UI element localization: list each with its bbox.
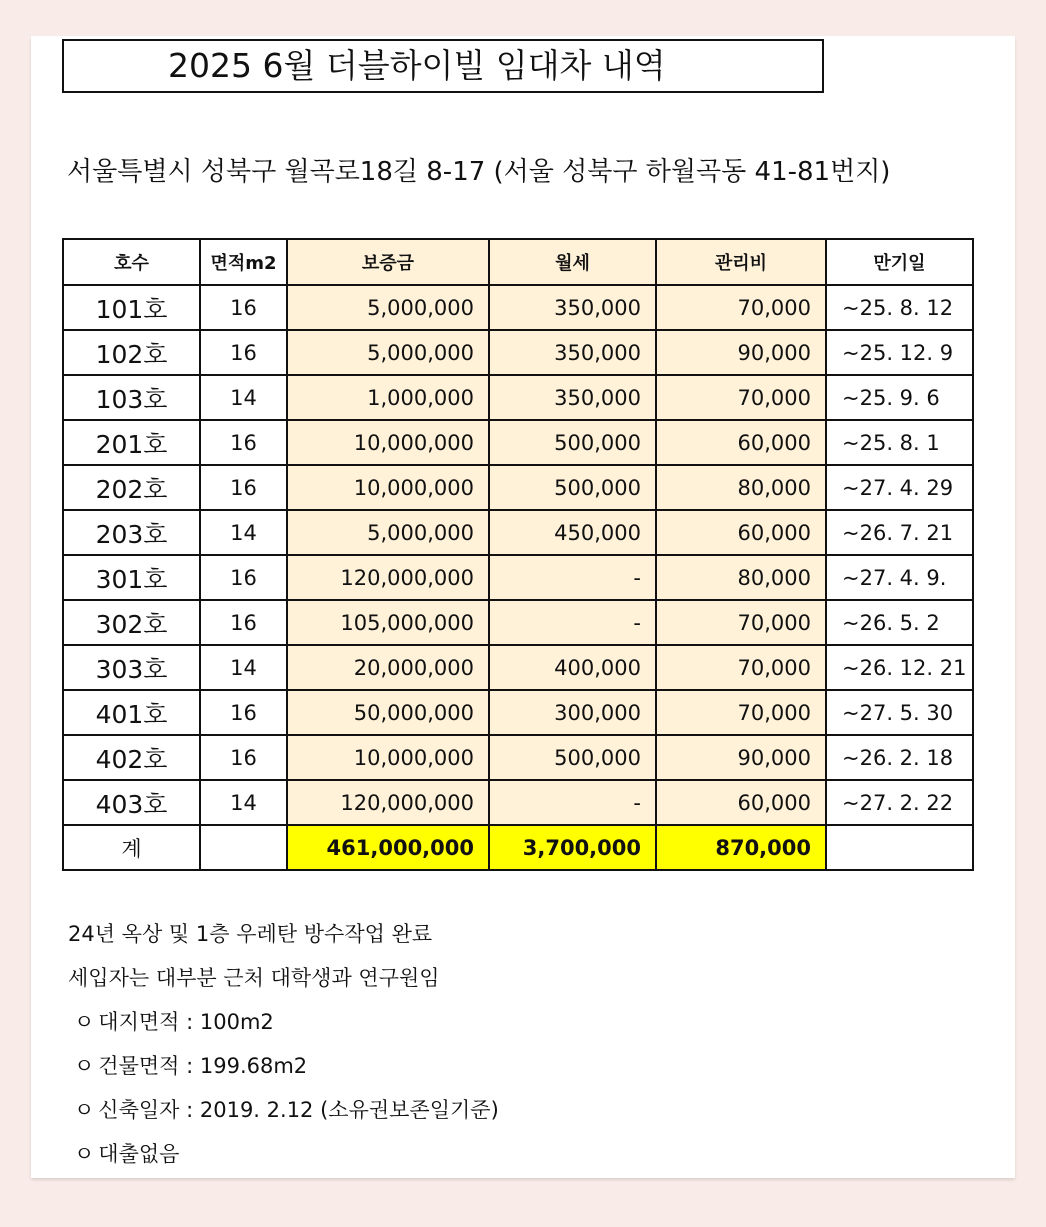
cell-unit: 203호 — [63, 510, 200, 555]
cell-rent: 400,000 — [489, 645, 656, 690]
cell-expiry: ~27. 5. 30 — [826, 690, 973, 735]
cell-area: 16 — [200, 600, 287, 645]
cell-unit: 201호 — [63, 420, 200, 465]
cell-area: 16 — [200, 690, 287, 735]
property-address: 서울특별시 성북구 월곡로18길 8-17 (서울 성북구 하월곡동 41-81번지) — [67, 157, 891, 187]
cell-rent: 350,000 — [489, 330, 656, 375]
document-sheet — [31, 36, 1015, 1178]
cell-rent: - — [489, 555, 656, 600]
cell-deposit: 20,000,000 — [287, 645, 489, 690]
cell-rent: - — [489, 780, 656, 825]
cell-unit: 101호 — [63, 285, 200, 330]
table-row — [63, 510, 973, 555]
cell-deposit: 5,000,000 — [287, 510, 489, 555]
table-row — [63, 420, 973, 465]
cell-expiry: ~27. 2. 22 — [826, 780, 973, 825]
table-row — [63, 780, 973, 825]
cell-maintenance: 60,000 — [656, 510, 826, 555]
bullet-marker: ㅇ — [74, 1054, 95, 1078]
cell-area: 16 — [200, 735, 287, 780]
cell-maintenance: 80,000 — [656, 465, 826, 510]
cell-maintenance: 70,000 — [656, 645, 826, 690]
table-header-row — [63, 239, 973, 285]
table-row — [63, 690, 973, 735]
note-line: 24년 옥상 및 1층 우레탄 방수작업 완료 — [68, 922, 433, 946]
cell-expiry: ~25. 12. 9 — [826, 330, 973, 375]
cell-expiry: ~25. 9. 6 — [826, 375, 973, 420]
cell-maintenance: 90,000 — [656, 735, 826, 780]
cell-maintenance: 90,000 — [656, 330, 826, 375]
cell-rent: - — [489, 600, 656, 645]
cell-rent: 350,000 — [489, 285, 656, 330]
cell-deposit: 10,000,000 — [287, 420, 489, 465]
cell-area: 14 — [200, 645, 287, 690]
cell-expiry: ~25. 8. 12 — [826, 285, 973, 330]
note-line: 세입자는 대부분 근처 대학생과 연구원임 — [68, 966, 440, 990]
cell-unit: 302호 — [63, 600, 200, 645]
cell-area: 14 — [200, 375, 287, 420]
cell-rent: 500,000 — [489, 465, 656, 510]
table-row — [63, 285, 973, 330]
cell-expiry: ~26. 2. 18 — [826, 735, 973, 780]
cell-expiry: ~26. 7. 21 — [826, 510, 973, 555]
table-row — [63, 465, 973, 510]
cell-unit: 402호 — [63, 735, 200, 780]
total-rent: 3,700,000 — [489, 825, 656, 870]
cell-area: 16 — [200, 285, 287, 330]
note-bullet-item — [68, 1000, 499, 1044]
cell-unit: 401호 — [63, 690, 200, 735]
table-row — [63, 735, 973, 780]
total-expiry — [826, 825, 973, 870]
table-row — [63, 330, 973, 375]
cell-maintenance: 60,000 — [656, 780, 826, 825]
header-unit: 호수 — [63, 239, 200, 285]
cell-expiry: ~26. 5. 2 — [826, 600, 973, 645]
table-row — [63, 555, 973, 600]
cell-unit: 303호 — [63, 645, 200, 690]
cell-deposit: 120,000,000 — [287, 555, 489, 600]
header-expiry: 만기일 — [826, 239, 973, 285]
cell-rent: 500,000 — [489, 735, 656, 780]
cell-deposit: 105,000,000 — [287, 600, 489, 645]
cell-maintenance: 80,000 — [656, 555, 826, 600]
cell-maintenance: 70,000 — [656, 690, 826, 735]
bullet-marker: ㅇ — [74, 1010, 95, 1034]
note-bullet-item — [68, 1044, 499, 1088]
cell-deposit: 10,000,000 — [287, 735, 489, 780]
total-row — [63, 825, 973, 870]
cell-unit: 102호 — [63, 330, 200, 375]
table-body — [63, 285, 973, 870]
note-bullet-text: 대출없음 — [98, 1142, 180, 1166]
total-maintenance: 870,000 — [656, 825, 826, 870]
note-bullet-text: 신축일자 : 2019. 2.12 (소유권보존일기준) — [98, 1098, 499, 1122]
cell-maintenance: 70,000 — [656, 375, 826, 420]
cell-area: 14 — [200, 510, 287, 555]
cell-maintenance: 70,000 — [656, 285, 826, 330]
property-notes — [68, 912, 499, 1176]
document-title: 2025 6월 더블하이빌 임대차 내역 — [62, 39, 824, 93]
cell-maintenance: 70,000 — [656, 600, 826, 645]
cell-expiry: ~27. 4. 29 — [826, 465, 973, 510]
cell-unit: 403호 — [63, 780, 200, 825]
table-row — [63, 375, 973, 420]
note-bullet-item — [68, 1088, 499, 1132]
bullet-marker: ㅇ — [74, 1142, 95, 1166]
cell-deposit: 5,000,000 — [287, 285, 489, 330]
cell-deposit: 5,000,000 — [287, 330, 489, 375]
cell-rent: 300,000 — [489, 690, 656, 735]
bullet-marker: ㅇ — [74, 1098, 95, 1122]
cell-rent: 450,000 — [489, 510, 656, 555]
note-bullet-text: 건물면적 : 199.68m2 — [98, 1054, 308, 1078]
cell-area: 16 — [200, 330, 287, 375]
cell-deposit: 10,000,000 — [287, 465, 489, 510]
cell-deposit: 50,000,000 — [287, 690, 489, 735]
cell-deposit: 1,000,000 — [287, 375, 489, 420]
cell-rent: 350,000 — [489, 375, 656, 420]
cell-unit: 202호 — [63, 465, 200, 510]
cell-area: 16 — [200, 465, 287, 510]
header-rent: 월세 — [489, 239, 656, 285]
cell-deposit: 120,000,000 — [287, 780, 489, 825]
cell-maintenance: 60,000 — [656, 420, 826, 465]
cell-unit: 301호 — [63, 555, 200, 600]
rental-table — [62, 238, 974, 871]
cell-expiry: ~27. 4. 9. — [826, 555, 973, 600]
cell-area: 16 — [200, 555, 287, 600]
cell-expiry: ~26. 12. 21 — [826, 645, 973, 690]
cell-rent: 500,000 — [489, 420, 656, 465]
table-row — [63, 645, 973, 690]
note-bullet-text: 대지면적 : 100m2 — [98, 1010, 274, 1034]
header-maintenance: 관리비 — [656, 239, 826, 285]
cell-expiry: ~25. 8. 1 — [826, 420, 973, 465]
header-area: 면적m2 — [200, 239, 287, 285]
cell-unit: 103호 — [63, 375, 200, 420]
total-label: 계 — [63, 825, 200, 870]
cell-area: 16 — [200, 420, 287, 465]
note-bullet-item — [68, 1132, 499, 1176]
total-area — [200, 825, 287, 870]
total-deposit: 461,000,000 — [287, 825, 489, 870]
table-row — [63, 600, 973, 645]
header-deposit: 보증금 — [287, 239, 489, 285]
cell-area: 14 — [200, 780, 287, 825]
